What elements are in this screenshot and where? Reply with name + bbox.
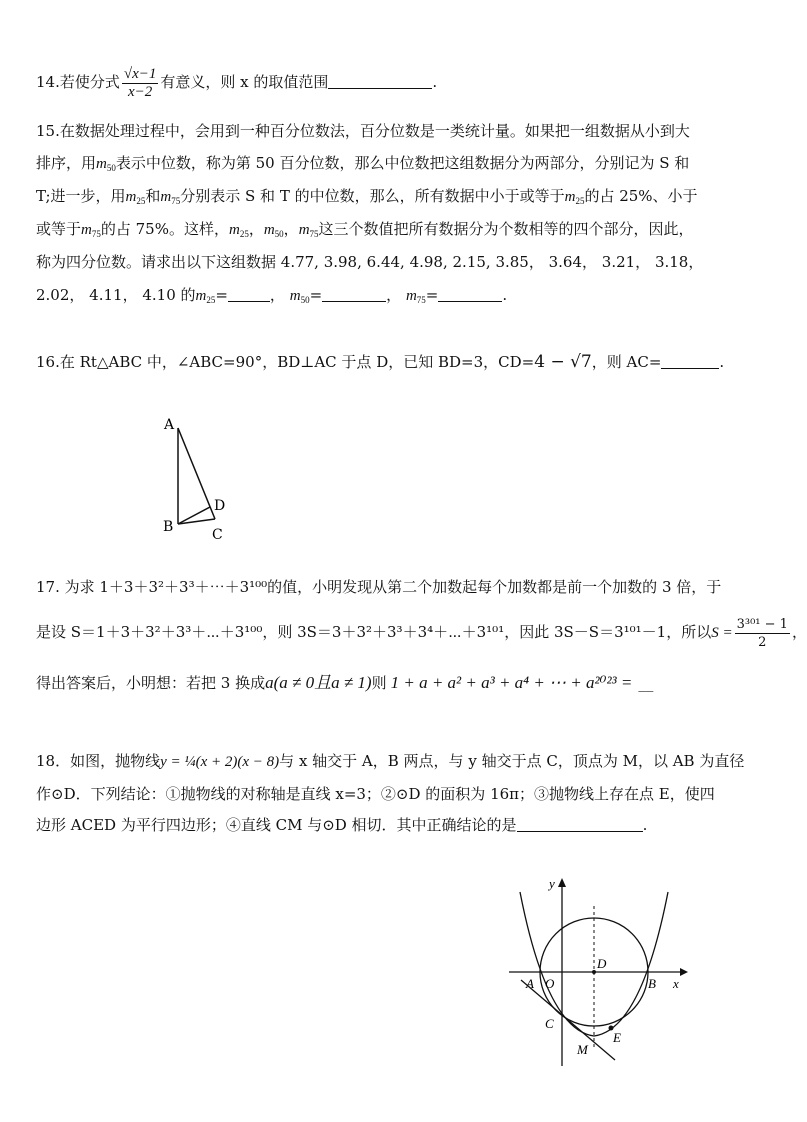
q18-text-1a: 18．如图，抛物线 (36, 752, 161, 770)
q15-text-4a: 或等于 (36, 220, 82, 238)
q15-line-3 (36, 186, 698, 211)
label-b: B (648, 976, 656, 991)
q17-frac-numerator: 3³⁰¹ − 1 (736, 616, 788, 632)
triangle-figure (150, 410, 240, 550)
parabola-circle-figure (505, 870, 695, 1070)
m50-symbol: $m_{50}$ (96, 156, 116, 173)
label-o: O (545, 976, 555, 991)
s-symbol: S = (711, 625, 733, 641)
q17-text-2: 是设 S＝1＋3＋3²＋3³＋⋯＋3¹⁰⁰，则 3S＝3＋3²＋3³＋3⁴＋⋯＋3¹⁰¹，因此 3S－S＝3¹⁰¹－1，所以 (36, 623, 712, 641)
q15-text-3b: 和 (145, 187, 161, 205)
q15-text-3c: 分别表示 S 和 T 的中位数，那么，所有数据中小于或等于 (180, 187, 565, 205)
m25-symbol: $m_{25}$ (564, 189, 585, 206)
q15-comma: ， (386, 286, 402, 304)
line-cm (521, 980, 615, 1060)
q16-text-b: ，则 AC= (591, 353, 662, 371)
q16-cd-value: 4 − √7 (534, 352, 592, 372)
m25-symbol: $m_{25}$ (228, 222, 249, 239)
q15-text-4e: 这三个数值把所有数据分为个数相等的四个部分，因此， (318, 220, 694, 238)
q17-answer-blank[interactable]: __ (638, 674, 654, 692)
label-d: D (597, 956, 607, 971)
m50-symbol: $m_{50}$ (289, 288, 310, 305)
side-ac (178, 428, 215, 519)
m25-symbol: $m_{25}$ (125, 189, 146, 206)
q17-sum-expression: 1 + a + a² + a³ + a⁴ + ⋯ + a²⁰²³ = (390, 673, 633, 692)
label-b: B (163, 519, 174, 535)
q17-condition: a(a ≠ 0且a ≠ 1) (265, 673, 372, 692)
q14-prefix: 14.若使分式 (36, 73, 120, 91)
label-e: E (613, 1030, 621, 1045)
q17-text-3a: 得出答案后，小明想：若把 3 换成 (36, 674, 266, 692)
q17-line-2 (36, 614, 807, 651)
q16-line (36, 352, 724, 372)
m75-answer-blank[interactable] (438, 287, 502, 302)
q15-text-3d: 的占 25%、小于 (584, 187, 698, 205)
q14-line (36, 62, 437, 102)
m50-symbol: $m_{50}$ (263, 222, 284, 239)
q18-line-1 (36, 743, 744, 780)
q15-comma: ， (283, 220, 299, 238)
q14-denominator: x−2 (127, 83, 153, 100)
q15-period: . (502, 286, 508, 304)
q15-comma: ， (248, 220, 264, 238)
q14-fraction (122, 66, 159, 101)
q15-text-4b: 的占 75%。这样， (100, 220, 229, 238)
q15-line-1 (36, 121, 690, 141)
q17-frac-denominator: 2 (758, 634, 767, 650)
q16-period: . (719, 353, 725, 371)
q17-text-1: 17. 为求 1＋3＋3²＋3³＋⋯＋3¹⁰⁰的值，小明发现从第二个加数起每个加数都是前一个加数的 3 倍，于 (36, 578, 722, 596)
label-x: x (673, 976, 679, 991)
q15-line-6 (36, 285, 507, 310)
m25-answer-blank[interactable] (228, 287, 270, 302)
equals: = (215, 286, 228, 304)
q15-line-5 (36, 252, 703, 272)
q18-answer-blank[interactable] (517, 817, 643, 832)
q14-answer-blank[interactable] (328, 74, 432, 89)
equals: = (425, 286, 439, 304)
label-c: C (545, 1016, 554, 1031)
m75-symbol: $m_{75}$ (81, 222, 101, 239)
m50-answer-blank[interactable] (322, 287, 386, 302)
equals: = (309, 286, 323, 304)
label-y: y (549, 876, 555, 891)
q15-line-4 (36, 219, 694, 244)
q17-comma: ， (791, 623, 807, 641)
q14-period: . (432, 73, 438, 91)
label-a: A (164, 417, 175, 433)
q17-fraction (735, 616, 790, 651)
q15-comma: ， (269, 286, 285, 304)
q14-suffix: 有意义，则 x 的取值范围 (160, 73, 329, 91)
q15-text-6a: 2.02， 4.11， 4.10 的 (36, 286, 196, 304)
q16-answer-blank[interactable] (661, 354, 719, 369)
q18-period: . (642, 816, 648, 834)
q17-text-3c: 则 (371, 674, 387, 692)
q18-text-1b: 与 x 轴交于 A，B 两点，与 y 轴交于点 C，顶点为 M，以 AB 为直径 (279, 752, 745, 770)
q14-numerator: √x−1 (123, 65, 157, 82)
m75-symbol: $m_{75}$ (405, 288, 426, 305)
label-d: D (214, 498, 226, 514)
q15-line-2 (36, 153, 689, 178)
q17-line-3 (36, 673, 653, 693)
q15-text-2a: 排序，用 (36, 154, 97, 172)
q18-text-3: 边形 ACED 为平行四边形；④直线 CM 与⊙D 相切．其中正确结论的是 (36, 816, 517, 834)
parabola-equation: y = ¼(x + 2)(x − 8) (160, 754, 280, 770)
q18-line-2 (36, 784, 715, 804)
q15-text-1: 15.在数据处理过程中，会用到一种百分位数法，百分位数是一类统计量。如果把一组数据从小到大 (36, 122, 690, 140)
label-c: C (212, 527, 223, 543)
label-m: M (577, 1042, 588, 1057)
q18-text-2: 作⊙D．下列结论：①抛物线的对称轴是直线 x=3；②⊙D 的面积为 16π；③抛物线上存在点 E，使四 (36, 785, 715, 803)
q18-line-3 (36, 815, 647, 835)
label-a: A (526, 976, 534, 991)
y-axis-arrow (558, 878, 566, 887)
q15-text-3a: T;进一步，用 (36, 187, 126, 205)
q15-text-2b: 表示中位数，称为第 50 百分位数，那么中位数把这组数据分为两部分，分别记为 S 和 (115, 154, 690, 172)
m75-symbol: $m_{75}$ (160, 189, 181, 206)
q15-data-values: 称为四分位数。请求出以下这组数据 4.77, 3.98, 6.44, 4.98, 2.15, 3.85， 3.64， 3.21， 3.18， (36, 253, 704, 271)
m25-symbol: $m_{25}$ (195, 288, 216, 305)
q16-text-a: 16.在 Rt△ABC 中，∠ABC=90°，BD⊥AC 于点 D，已知 BD=3，CD= (36, 353, 535, 371)
m75-symbol: $m_{75}$ (298, 222, 319, 239)
q17-line-1 (36, 577, 721, 597)
x-axis-arrow (680, 968, 688, 976)
point-d (592, 970, 596, 974)
